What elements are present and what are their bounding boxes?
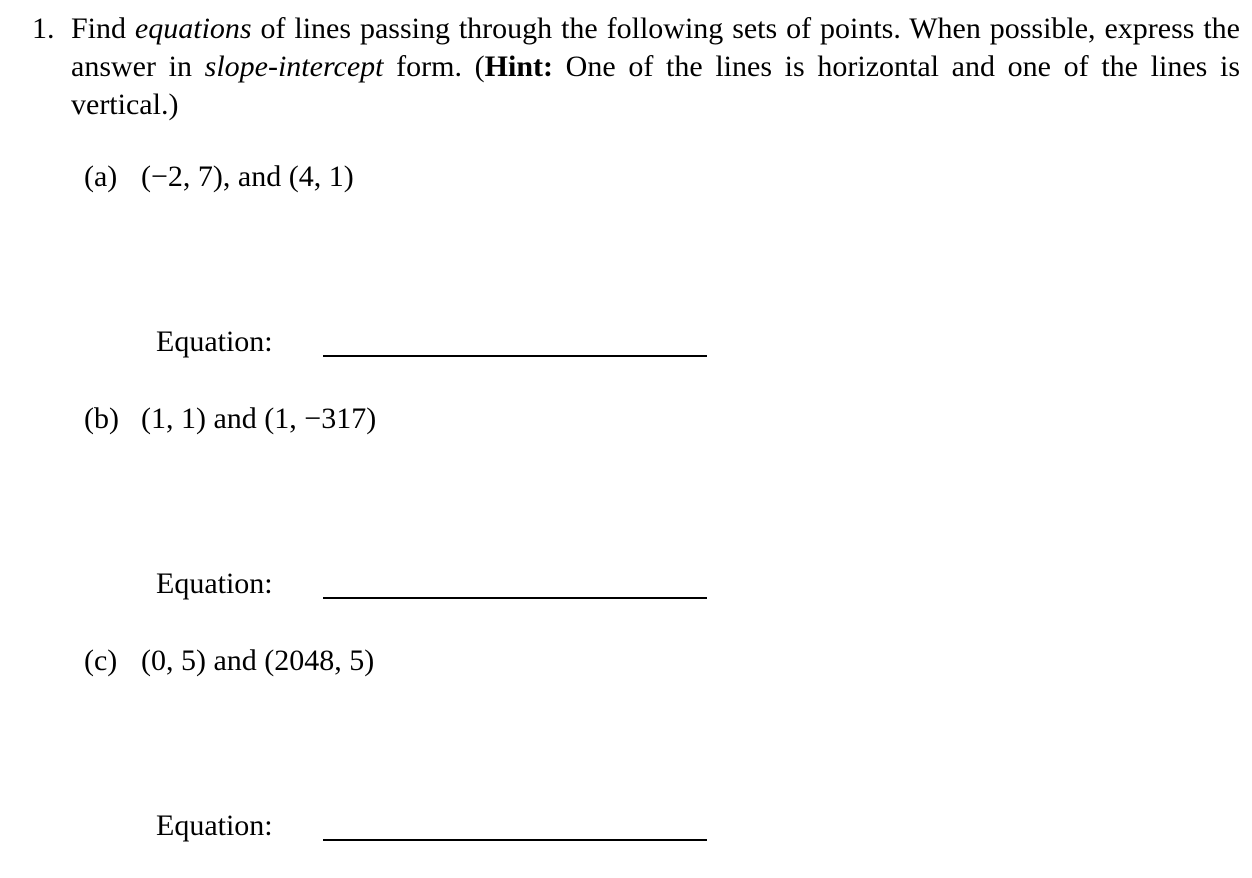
part-label: (c): [84, 644, 118, 677]
equation-answer-blank[interactable]: [323, 839, 707, 841]
equation-label: Equation:: [156, 325, 273, 358]
statement-emphasis-equations: equations: [134, 12, 252, 45]
part-label: (b): [84, 402, 119, 435]
part-b: [0, 400, 1252, 630]
statement-emphasis-slope-intercept: slope-intercept: [204, 50, 384, 83]
equation-answer-blank[interactable]: [323, 355, 707, 357]
part-a: [0, 158, 1252, 388]
statement-text: of lines passing through the following sets of points. When possible, express the answer in: [71, 12, 1240, 83]
equation-label: Equation:: [156, 567, 273, 600]
part-points: (−2, 7), and (4, 1): [141, 160, 354, 193]
part-label: (a): [84, 160, 118, 193]
hint-text: One of the lines is horizontal and one of the lines is vertical.): [71, 50, 1241, 121]
statement-text: Find: [71, 12, 135, 45]
part-c: [0, 642, 1252, 872]
problem-statement: [71, 10, 1240, 124]
hint-label: Hint:: [484, 50, 553, 83]
problem-number: 1.: [32, 12, 55, 45]
part-points: (0, 5) and (2048, 5): [141, 644, 375, 677]
equation-label: Equation:: [156, 809, 273, 842]
part-points: (1, 1) and (1, −317): [141, 402, 377, 435]
equation-answer-blank[interactable]: [323, 597, 707, 599]
statement-text: form. (: [383, 50, 485, 83]
